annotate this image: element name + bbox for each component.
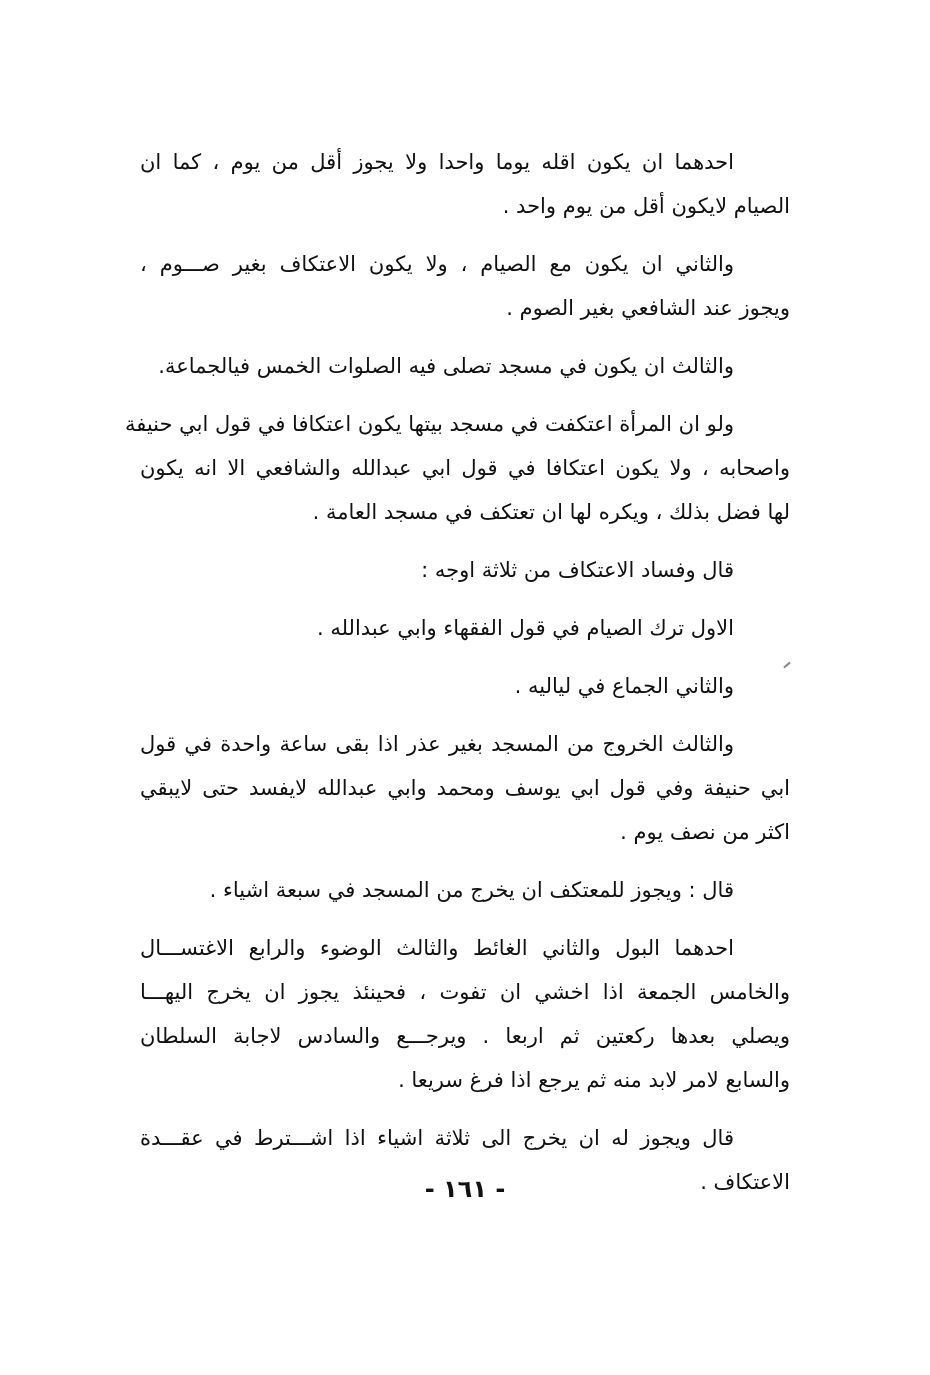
text-line: والثاني ان يكون مع الصيام ، ولا يكون الاعتكاف بغير صـــوم ، bbox=[140, 252, 734, 276]
paragraph bbox=[140, 344, 790, 388]
text-line: احدهما البول والثاني الغائط والثالث الوضوء والرابع الاغتســـال bbox=[140, 936, 734, 960]
paragraph bbox=[140, 868, 790, 912]
text-line: احدهما ان يكون اقله يوما واحدا ولا يجوز أقل من يوم ، كما ان bbox=[140, 150, 734, 174]
text-line: ولو ان المرأة اعتكفت في مسجد بيتها يكون اعتكافا في قول ابي حنيفة bbox=[124, 412, 734, 436]
body-text bbox=[124, 140, 790, 1218]
paragraph bbox=[140, 722, 790, 854]
paragraph bbox=[124, 402, 790, 534]
text-line: واصحابه ، ولا يكون اعتكافا في قول ابي عبدالله والشافعي الا انه يكون bbox=[140, 456, 790, 480]
text-line: ويجوز عند الشافعي بغير الصوم . bbox=[506, 296, 790, 320]
text-line: لها فضل بذلك ، ويكره لها ان تعتكف في مسجد العامة . bbox=[312, 500, 790, 524]
page-number: - ١٦١ - bbox=[424, 1175, 506, 1203]
text-line: قال وفساد الاعتكاف من ثلاثة اوجه : bbox=[421, 558, 734, 582]
paragraph bbox=[140, 926, 790, 1102]
text-line: ابي حنيفة وفي قول ابي يوسف ومحمد وابي عبدالله لايفسد حتى لايبقي bbox=[140, 776, 790, 800]
text-line: اكثر من نصف يوم . bbox=[620, 820, 790, 844]
paragraph bbox=[140, 140, 790, 228]
text-line: قال : ويجوز للمعتكف ان يخرج من المسجد في سبعة اشياء . bbox=[209, 878, 734, 902]
text-line: والسابع لامر لابد منه ثم يرجع اذا فرغ سريعا . bbox=[398, 1068, 790, 1092]
text-line: والخامس الجمعة اذا اخشي ان تفوت ، فحينئذ يجوز ان يخرج اليهـــا bbox=[140, 980, 790, 1004]
paragraph bbox=[140, 548, 790, 592]
paragraph bbox=[140, 664, 790, 708]
text-line: والثاني الجماع في لياليه . bbox=[514, 674, 734, 698]
paragraph bbox=[140, 242, 790, 330]
text-line: ويصلي بعدها ركعتين ثم اربعا . ويرجـــع والسادس لاجابة السلطان bbox=[140, 1024, 790, 1048]
text-line: الصيام لايكون أقل من يوم واحد . bbox=[502, 194, 790, 218]
paragraph bbox=[140, 606, 790, 650]
text-line: قال ويجوز له ان يخرج الى ثلاثة اشياء اذا اشـــترط في عقـــدة bbox=[140, 1126, 734, 1150]
text-line: الاول ترك الصيام في قول الفقهاء وابي عبدالله . bbox=[317, 616, 734, 640]
text-line: والثالث ان يكون في مسجد تصلى فيه الصلوات الخمس فيالجماعة. bbox=[158, 354, 734, 378]
text-line: الاعتكاف . bbox=[700, 1170, 790, 1194]
text-line: والثالث الخروج من المسجد بغير عذر اذا بقى ساعة واحدة في قول bbox=[140, 732, 734, 756]
